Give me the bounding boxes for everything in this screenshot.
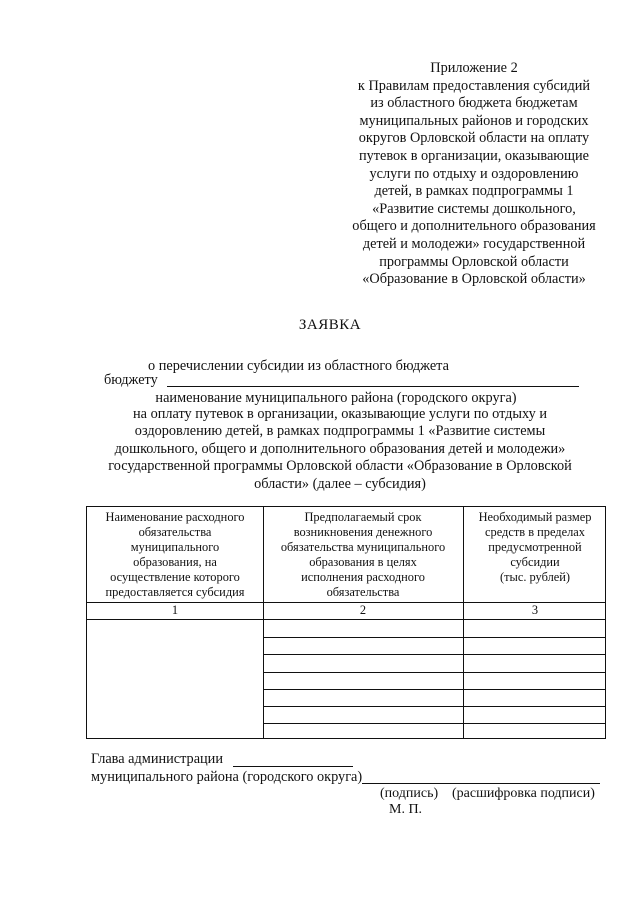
purpose-line: области» (далее – субсидия) <box>254 475 426 492</box>
appendix-line: муниципальных районов и городских <box>359 112 589 129</box>
header-line: муниципального <box>130 540 220 554</box>
column-number-1: 1 <box>171 603 179 617</box>
signature-decoding-caption: (расшифровка подписи) <box>452 786 595 801</box>
header-line: предоставляется субсидия <box>105 585 245 599</box>
table-number-divider <box>87 619 605 620</box>
header-line: возникновения денежного <box>293 525 433 539</box>
form-title: ЗАЯВКА <box>298 317 362 333</box>
table-column-divider <box>463 507 464 738</box>
table-row-line <box>263 723 605 724</box>
header-line: субсидии <box>510 555 560 569</box>
purpose-line: дошкольного, общего и дополнительного образования детей и молодежи» <box>114 440 566 457</box>
header-line: предусмотренной <box>488 540 582 554</box>
header-line: исполнения расходного <box>301 570 425 584</box>
head-name-line[interactable] <box>233 766 353 767</box>
header-line: обязательства <box>326 585 400 599</box>
head-of-administration-label: Глава администрации <box>91 751 223 767</box>
appendix-line: «Развитие системы дошкольного, <box>372 200 576 217</box>
municipality-label: муниципального района (городского округа) <box>91 769 363 785</box>
stamp-place-label: М. П. <box>389 802 423 817</box>
signature-caption: (подпись) <box>380 786 439 801</box>
appendix-line: программы Орловской области <box>379 253 569 270</box>
table-row-line <box>263 672 605 673</box>
budget-label: бюджету <box>104 372 158 388</box>
appendix-line: Приложение 2 <box>430 60 518 76</box>
appendix-line: «Образование в Орловской области» <box>362 271 586 288</box>
table-column-divider <box>263 507 264 738</box>
header-line: Наименование расходного <box>105 510 245 524</box>
table-row-line <box>263 637 605 638</box>
purpose-line: на оплату путевок в организации, оказывающие услуги по отдыху и <box>133 406 547 422</box>
purpose-line: государственной программы Орловской области «Образование в Орловской <box>108 458 572 475</box>
appendix-line: округов Орловской области на оплату <box>358 130 590 147</box>
table-header-col-3 <box>465 510 605 585</box>
appendix-header <box>318 60 630 289</box>
column-number-3: 3 <box>531 603 539 617</box>
budget-input-line[interactable] <box>167 386 579 387</box>
table-row-line <box>263 689 605 690</box>
header-line: образования в целях <box>309 555 417 569</box>
appendix-line: из областного бюджета бюджетам <box>370 95 578 112</box>
header-line: Предполагаемый срок <box>304 510 422 524</box>
header-line: образования, на <box>133 555 217 569</box>
header-line: осуществление которого <box>110 570 240 584</box>
appendix-line: к Правилам предоставления субсидий <box>357 77 591 94</box>
header-line: Необходимый размер <box>478 510 592 524</box>
signature-line[interactable] <box>362 783 600 784</box>
form-subtitle: о перечислении субсидии из областного бюджета <box>148 358 449 374</box>
header-line: (тыс. рублей) <box>499 570 571 584</box>
appendix-line: детей, в рамках подпрограммы 1 <box>374 183 574 200</box>
purpose-line: оздоровлению детей, в рамках подпрограммы 1 «Развитие системы <box>134 423 546 440</box>
appendix-line: услуги по отдыху и оздоровлению <box>369 165 579 182</box>
appendix-line: детей и молодежи» государственной <box>362 235 586 252</box>
appendix-line: общего и дополнительного образования <box>352 218 596 235</box>
table-row-line <box>263 654 605 655</box>
subsidy-table <box>86 506 606 739</box>
table-row-line <box>263 706 605 707</box>
column-number-2: 2 <box>359 603 367 617</box>
table-header-col-2 <box>265 510 461 600</box>
header-line: обязательства муниципального <box>280 540 446 554</box>
appendix-line: путевок в организации, оказывающие <box>358 147 589 164</box>
header-line: обязательства <box>138 525 212 539</box>
table-header-col-1 <box>89 510 261 600</box>
purpose-paragraph <box>94 406 586 493</box>
header-line: средств в пределах <box>485 525 585 539</box>
budget-hint: наименование муниципального района (городского округа) <box>155 390 517 406</box>
budget-field-row <box>104 372 579 392</box>
